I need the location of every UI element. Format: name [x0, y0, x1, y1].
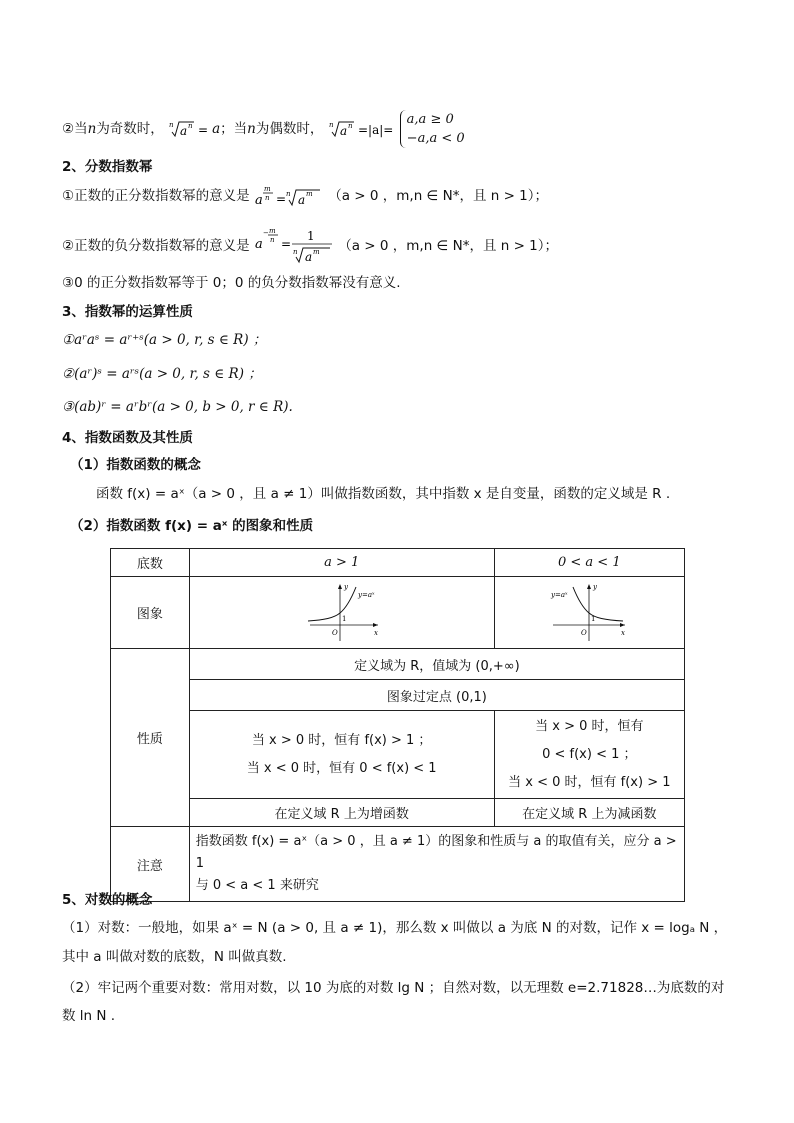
increasing-cell: 在定义域 R 上为增函数 [189, 799, 494, 827]
exp-function-definition: 函数 f(x) = aˣ（a > 0 ，且 a ≠ 1）叫做指数函数，其中指数 x 是自变量，函数的定义域是 R . [96, 486, 671, 502]
decreasing-cell: 在定义域 R 上为减函数 [494, 799, 684, 827]
table-header-base: 底数 [111, 549, 190, 577]
svg-text:1: 1 [341, 614, 347, 623]
nth-root-even-icon [328, 118, 398, 140]
svg-text:n: n [292, 248, 298, 256]
table-header-a-gt-1: a > 1 [189, 549, 494, 577]
exp-function-table [110, 548, 685, 902]
svg-text:y=aˣ: y=aˣ [357, 590, 375, 599]
note-line-2: 与 0 < a < 1 来研究 [195, 878, 319, 893]
domain-range-cell: 定义域为 R，值域为 (0,+∞) [189, 649, 684, 680]
negative-fractional-power: ②正数的负分数指数幂的意义是 a − m n = 1 n a m （a > 0 ，m,n ∈ N*，且 n > 1）； [62, 227, 559, 264]
nth-root-odd-icon [168, 118, 212, 140]
zero-power-note: ③0 的正分数指数幂等于 0；0 的负分数指数幂没有意义. [62, 275, 401, 291]
lt1-range: 0 < f(x) < 1 ； [542, 746, 637, 762]
lt1-behavior-cell [494, 711, 684, 799]
svg-text:x: x [621, 628, 626, 637]
svg-text:=|a|=: =|a|= [357, 123, 394, 137]
gt1-negative-x: 当 x < 0 时，恒有 0 < f(x) < 1 [246, 760, 437, 776]
section-3-heading: 3、指数幂的运算性质 [62, 304, 193, 320]
svg-text:y: y [343, 582, 348, 591]
table-row-properties-label: 性质 [111, 649, 190, 827]
svg-text:n: n [169, 121, 174, 129]
log-definition-line-2: 其中 a 叫做对数的底数，N 叫做真数. [62, 949, 287, 965]
odd-even-root-rule: ②当n为奇数时， n a n = a；当n为偶数时， n a n =|a|= a,a ≥ 0 −a,a < 0 [62, 112, 465, 146]
table-row-graph-label: 图象 [111, 577, 190, 649]
note-cell [189, 827, 684, 902]
svg-text:n: n [347, 122, 353, 130]
section-5-heading: 5、对数的概念 [62, 892, 153, 908]
log-definition-line-1: （1）对数：一般地，如果 aˣ = N (a > 0, 且 a ≠ 1)，那么数 x 叫做以 a 为底 N 的对数，记作 x = logₐ N ， [62, 920, 728, 936]
lt1-negative-x: 当 x < 0 时，恒有 f(x) > 1 [508, 774, 671, 790]
svg-text:x: x [373, 628, 378, 637]
subsection-4-2: （2）指数函数 f(x) = aˣ 的图象和性质 [70, 518, 314, 534]
power-rule-3: ③(ab)ʳ = aʳbʳ(a > 0, b > 0, r ∈ R). [62, 399, 293, 415]
svg-text:m: m [312, 248, 320, 256]
svg-text:O: O [581, 628, 588, 637]
power-rule-2: ②(aʳ)ˢ = aʳˢ(a > 0, r, s ∈ R) ； [62, 366, 262, 382]
table-header-a-lt-1: 0 < a < 1 [494, 549, 684, 577]
svg-text:O: O [331, 628, 338, 637]
svg-text:n: n [188, 122, 193, 130]
fractional-power-formula [254, 184, 324, 208]
svg-text:=: = [280, 237, 291, 251]
decreasing-exp-graph [549, 581, 629, 645]
note-line-1: 指数函数 f(x) = aˣ（a > 0 ，且 a ≠ 1）的图象和性质与 a 的取值有关，应分 a > 1 [195, 834, 677, 871]
svg-text:a: a [254, 237, 263, 252]
gt1-behavior-cell [189, 711, 494, 799]
increasing-exp-graph [302, 581, 382, 645]
svg-text:−: − [262, 229, 269, 237]
negative-power-formula [254, 226, 334, 266]
gt1-positive-x: 当 x > 0 时，恒有 f(x) > 1 ； [251, 732, 432, 748]
svg-text:n: n [328, 121, 334, 129]
svg-text:a: a [339, 124, 347, 138]
svg-text:=: = [198, 123, 209, 137]
power-rule-1: ①aʳaˢ = aʳ⁺ˢ(a > 0, r, s ∈ R) ； [62, 332, 267, 348]
section-4-heading: 4、指数函数及其性质 [62, 430, 193, 446]
important-logs-line-1: （2）牢记两个重要对数：常用对数，以 10 为底的对数 lg N ；自然对数，以无理数 e=2.71828…为底数的对 [62, 980, 725, 996]
graph-decreasing-cell [494, 577, 684, 649]
svg-text:a: a [254, 193, 263, 208]
positive-fractional-power: ①正数的正分数指数幂的意义是 a m n = n a m （a > 0 ，m,n ∈ N*，且 n > 1）； [62, 185, 549, 208]
subsection-4-1: （1）指数函数的概念 [70, 457, 201, 473]
svg-text:1: 1 [591, 614, 596, 623]
fixed-point-cell: 图象过定点 (0,1) [189, 680, 684, 711]
svg-text:a: a [297, 193, 306, 207]
svg-text:m: m [305, 190, 313, 198]
svg-text:y: y [593, 582, 598, 591]
svg-text:m: m [263, 185, 271, 193]
svg-text:m: m [268, 227, 276, 235]
svg-text:=: = [275, 192, 286, 206]
svg-text:y=aˣ: y=aˣ [551, 590, 568, 599]
table-row-note-label: 注意 [111, 827, 190, 902]
svg-text:1: 1 [306, 229, 315, 243]
svg-text:a: a [180, 124, 188, 138]
section-2-heading: 2、分数指数幂 [62, 159, 153, 175]
important-logs-line-2: 数 ln N . [62, 1008, 116, 1024]
svg-text:n: n [264, 194, 270, 202]
svg-text:n: n [285, 190, 291, 198]
lt1-positive-x: 当 x > 0 时，恒有 [535, 718, 644, 734]
svg-text:a: a [304, 250, 313, 264]
svg-text:n: n [269, 236, 275, 244]
piecewise-brace: a,a ≥ 0 −a,a < 0 [400, 110, 465, 148]
graph-increasing-cell [189, 577, 494, 649]
